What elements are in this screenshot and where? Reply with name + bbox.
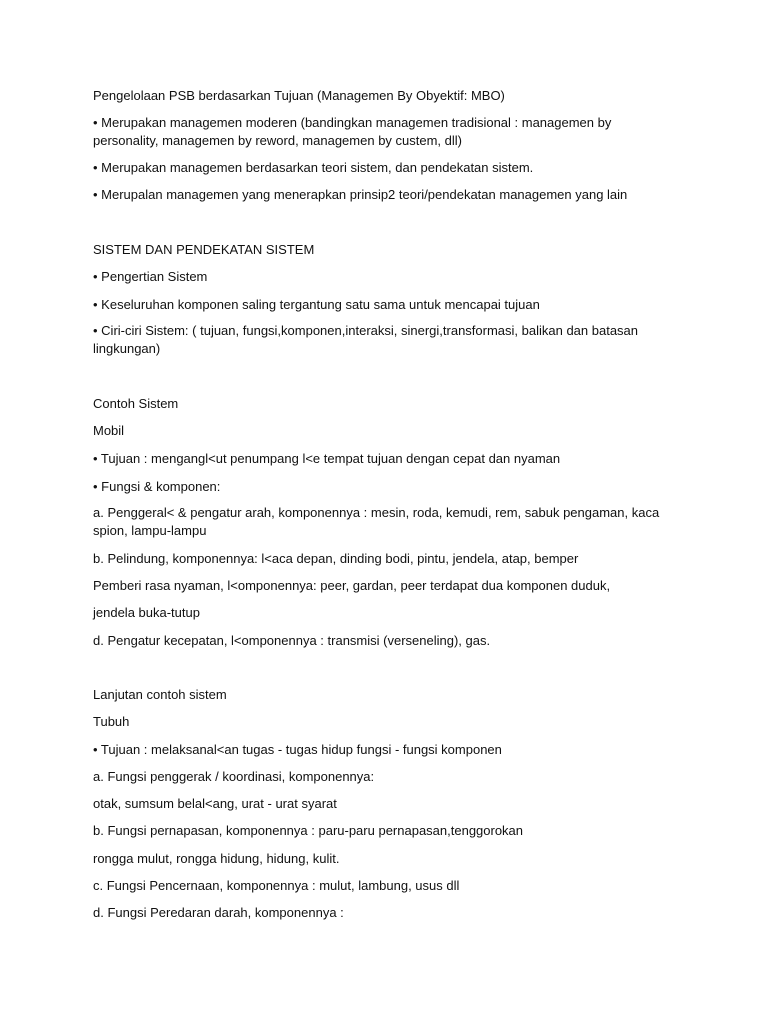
paragraph-line: a. Fungsi penggerak / koordinasi, komponennya: [93,769,375,784]
bullet-item: • Pengertian Sistem [93,269,208,284]
section-heading: Contoh Sistem [93,396,179,411]
paragraph-line: d. Pengatur kecepatan, l<omponennya : transmisi (verseneling), gas. [93,633,491,648]
bullet-item: • Ciri-ciri Sistem: ( tujuan, fungsi,komponen,interaksi, sinergi,transformasi, balikan dan batasan lingkungan) [93,323,639,356]
paragraph-line: jendela buka-tutup [93,605,200,620]
bullet-item: • Merupakan managemen moderen (bandingkan managemen tradisional : managemen by personality, managemen by reword, managemen by custem, dll) [93,115,612,148]
document-title: Pengelolaan PSB berdasarkan Tujuan (Managemen By Obyektif: MBO) [93,88,505,103]
section-heading: SISTEM DAN PENDEKATAN SISTEM [93,242,315,257]
paragraph-line: c. Fungsi Pencernaan, komponennya : mulut, lambung, usus dll [93,878,460,893]
paragraph-line: b. Fungsi pernapasan, komponennya : paru-paru pernapasan,tenggorokan [93,823,524,838]
bullet-item: • Merupakan managemen berdasarkan teori sistem, dan pendekatan sistem. [93,160,534,175]
bullet-item: • Tujuan : mengangl<ut penumpang l<e tempat tujuan dengan cepat dan nyaman [93,451,561,466]
paragraph-line: b. Pelindung, komponennya: l<aca depan, dinding bodi, pintu, jendela, atap, bemper [93,551,579,566]
bullet-item: • Keseluruhan komponen saling tergantung satu sama untuk mencapai tujuan [93,297,540,312]
paragraph-line: Pemberi rasa nyaman, l<omponennya: peer, gardan, peer terdapat dua komponen duduk, [93,578,611,593]
paragraph-line: otak, sumsum belal<ang, urat - urat syarat [93,796,337,811]
paragraph-line: Tubuh [93,714,130,729]
paragraph-line: Mobil [93,423,125,438]
paragraph-line: d. Fungsi Peredaran darah, komponennya : [93,905,344,920]
paragraph-line: rongga mulut, rongga hidung, hidung, kulit. [93,851,340,866]
bullet-item: • Fungsi & komponen: [93,479,221,494]
section-heading: Lanjutan contoh sistem [93,687,227,702]
paragraph-line: a. Penggeral< & pengatur arah, komponennya : mesin, roda, kemudi, rem, sabuk pengaman, kaca spion, lampu-lampu [93,505,660,538]
bullet-item: • Tujuan : melaksanal<an tugas - tugas hidup fungsi - fungsi komponen [93,742,502,757]
bullet-item: • Merupalan managemen yang menerapkan prinsip2 teori/pendekatan managemen yang lain [93,187,628,202]
